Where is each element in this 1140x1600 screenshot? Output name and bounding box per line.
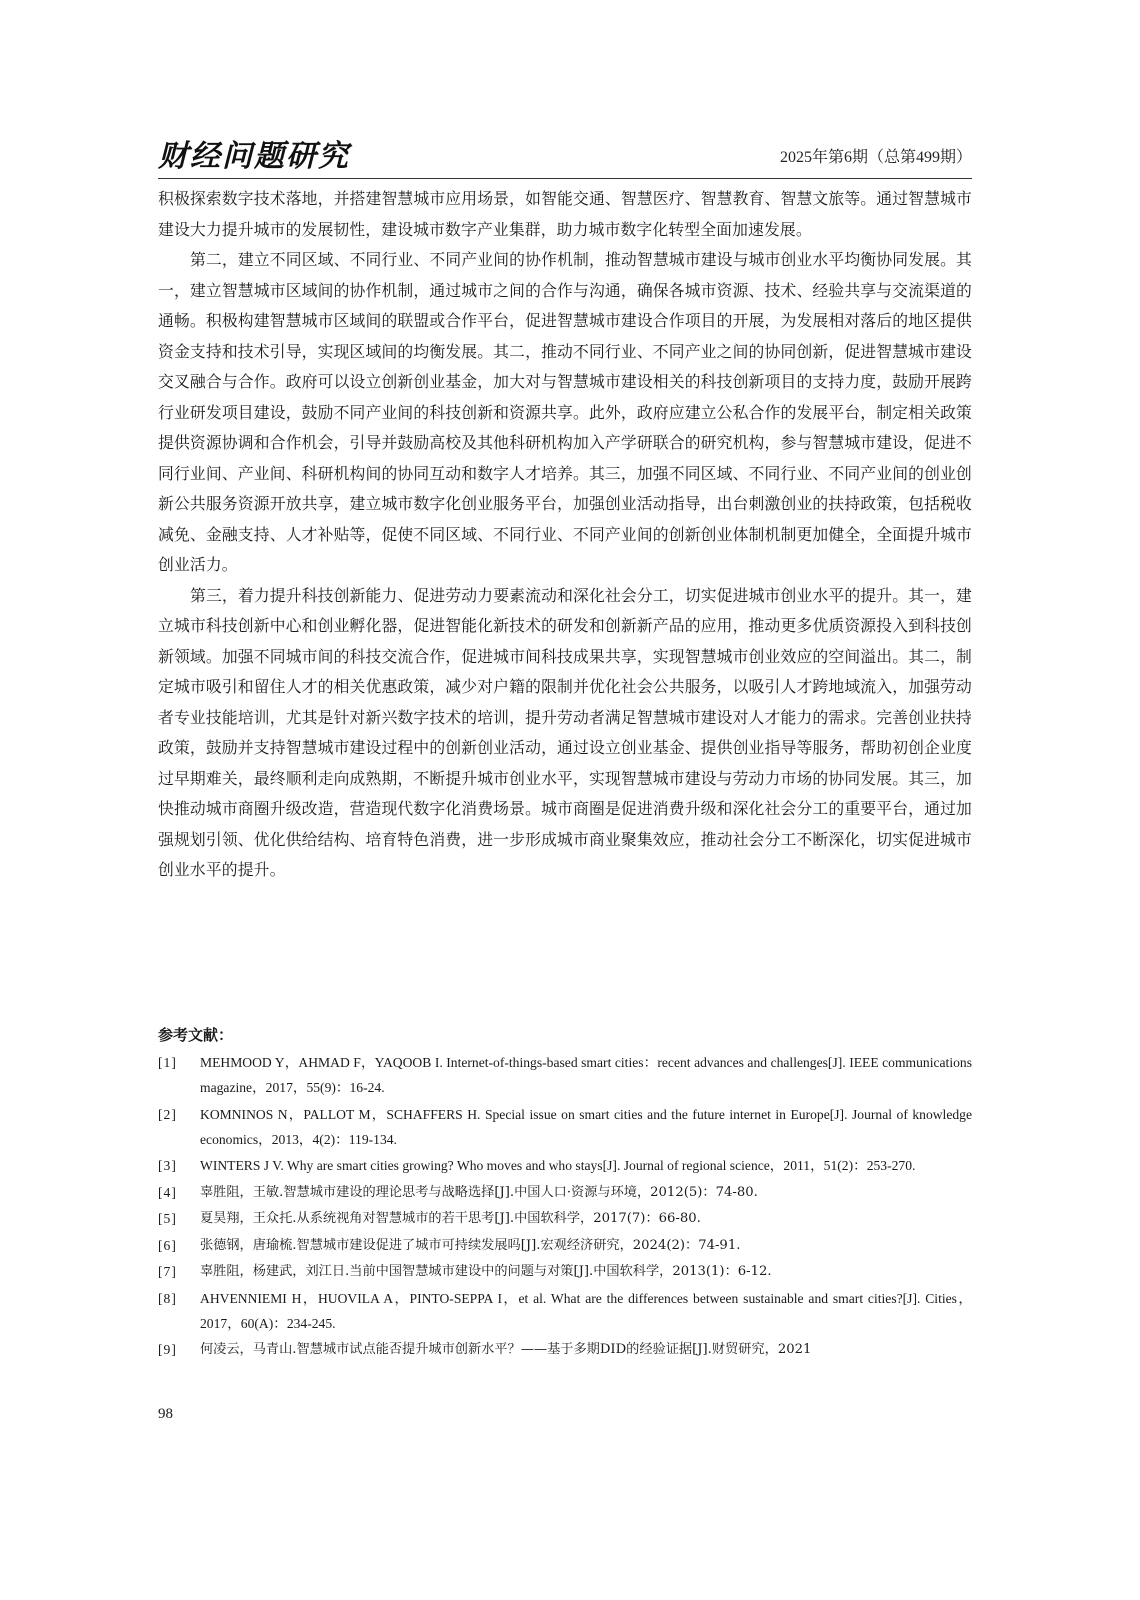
page-number: 98 xyxy=(158,1406,173,1422)
header-rule xyxy=(158,178,972,179)
reference-number: [1] xyxy=(158,1055,177,1070)
reference-number: [6] xyxy=(158,1237,177,1253)
reference-text: KOMNINOS N，PALLOT M，SCHAFFERS H. Special issue on smart cities and the future internet in Europe[J]. Journal of knowledge economics，2013，4(2)：119-134. xyxy=(200,1106,972,1147)
references-list xyxy=(158,1050,972,1364)
page-header xyxy=(158,140,972,174)
body-text xyxy=(158,184,972,886)
paragraph: 第二，建立不同区域、不同行业、不同产业间的协作机制，推动智慧城市建设与城市创业水平均衡协同发展。其一，建立智慧城市区域间的协作机制，通过城市之间的合作与沟通，确保各城市资源、技术、经验共享与交流渠道的通畅。积极构建智慧城市区域间的联盟或合作平台，促进智慧城市建设合作项目的开展，为发展相对落后的地区提供资金支持和技术引导，实现区域间的均衡发展。其二，推动不同行业、不同产业之间的协同创新，促进智慧城市建设交叉融合与合作。政府可以设立创新创业基金，加大对与智慧城市建设相关的科技创新项目的支持力度，鼓励开展跨行业研发项目建设，鼓励不同产业间的科技创新和资源共享。此外，政府应建立公私合作的发展平台，制定相关政策提供资源协调和合作机会，引导并鼓励高校及其他科研机构加入产学研联合的研究机构，参与智慧城市建设，促进不同行业间、产业间、科研机构间的协同互动和数字人才培养。其三，加强不同区域、不同行业、不同产业间的创业创新公共服务资源开放共享，建立城市数字化创业服务平台，加强创业活动指导，出台刺激创业的扶持政策，包括税收减免、金融支持、人才补贴等，促使不同区域、不同行业、不同产业间的创新创业体制机制更加健全，全面提升城市创业活力。 xyxy=(158,250,972,574)
reference-item xyxy=(158,1153,972,1178)
reference-text: 何凌云，马青山.智慧城市试点能否提升城市创新水平？——基于多期DID的经验证据[J].财贸研究，2021 xyxy=(200,1342,812,1357)
reference-text: AHVENNIEMI H，HUOVILA A，PINTO-SEPPA I，et al. What are the differences between sustainable and smart cities?[J]. Cities，2017，60(A)：234-245. xyxy=(200,1290,972,1331)
reference-item xyxy=(158,1180,972,1205)
reference-text: MEHMOOD Y，AHMAD F，YAQOOB I. Internet-of-things-based smart cities：recent advances and challenges[J]. IEEE communications magazine，2017，55(9)：16-24. xyxy=(200,1055,972,1095)
issue-info: 2025年第6期（总第499期） xyxy=(779,149,972,166)
reference-item xyxy=(158,1206,972,1231)
reference-number: [9] xyxy=(158,1342,177,1357)
reference-item xyxy=(158,1233,972,1258)
paragraph: 积极探索数字技术落地，并搭建智慧城市应用场景，如智能交通、智慧医疗、智慧教育、智慧文旅等。通过智慧城市建设大力提升城市的发展韧性，建设城市数字产业集群，助力城市数字化转型全面加速发展。 xyxy=(158,189,972,239)
reference-item xyxy=(158,1050,972,1100)
reference-number: [5] xyxy=(158,1211,177,1226)
reference-number: [8] xyxy=(158,1290,177,1306)
reference-text: 辜胜阻，杨建武，刘江日.当前中国智慧城市建设中的问题与对策[J].中国软科学，2013(1)：6-12. xyxy=(200,1264,772,1279)
reference-text: 辜胜阻，王敏.智慧城市建设的理论思考与战略选择[J].中国人口·资源与环境，2012(5)：74-80. xyxy=(200,1184,758,1200)
reference-number: [3] xyxy=(158,1158,177,1173)
reference-item xyxy=(158,1102,972,1152)
reference-item xyxy=(158,1337,972,1362)
reference-number: [4] xyxy=(158,1184,177,1200)
reference-text: 张德钢，唐瑜梳.智慧城市建设促进了城市可持续发展吗[J].宏观经济研究，2024(2)：74-91. xyxy=(200,1237,741,1253)
reference-number: [2] xyxy=(158,1106,177,1122)
reference-item xyxy=(158,1259,972,1284)
reference-number: [7] xyxy=(158,1264,177,1279)
reference-text: 夏昊翔，王众托.从系统视角对智慧城市的若干思考[J].中国软科学，2017(7)：66-80. xyxy=(200,1211,701,1226)
reference-text: WINTERS J V. Why are smart cities growing? Who moves and who stays[J]. Journal of regional science，2011，51(2)：253-270. xyxy=(200,1158,916,1173)
references-title: 参考文献： xyxy=(158,1026,234,1044)
paragraph: 第三，着力提升科技创新能力、促进劳动力要素流动和深化社会分工，切实促进城市创业水平的提升。其一，建立城市科技创新中心和创业孵化器，促进智能化新技术的研发和创新新产品的应用，推动更多优质资源投入到科技创新领域。加强不同城市间的科技交流合作，促进城市间科技成果共享，实现智慧城市创业效应的空间溢出。其二，制定城市吸引和留住人才的相关优惠政策，减少对户籍的限制并优化社会公共服务，以吸引人才跨地域流入，加强劳动者专业技能培训，尤其是针对新兴数字技术的培训，提升劳动者满足智慧城市建设对人才能力的需求。完善创业扶持政策，鼓励并支持智慧城市建设过程中的创新创业活动，通过设立创业基金、提供创业指导等服务，帮助初创企业度过早期难关，最终顺利走向成熟期，不断提升城市创业水平，实现智慧城市建设与劳动力市场的协同发展。其三，加快推动城市商圈升级改造，营造现代数字化消费场景。城市商圈是促进消费升级和深化社会分工的重要平台，通过加强规划引领、优化供给结构、培育特色消费，进一步形成城市商业聚集效应，推动社会分工不断深化，切实促进城市创业水平的提升。 xyxy=(158,585,972,879)
reference-item xyxy=(158,1286,972,1336)
journal-logo: 财经问题研究 xyxy=(158,139,350,174)
